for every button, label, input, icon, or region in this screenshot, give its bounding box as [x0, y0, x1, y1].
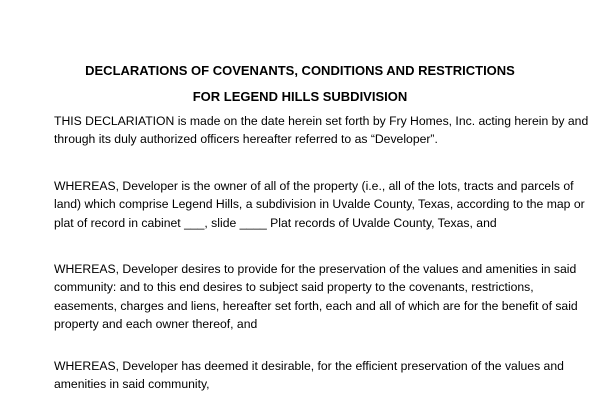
whereas-preservation-paragraph [54, 260, 594, 334]
paragraph-line: amenities in said community, [54, 377, 210, 392]
paragraph-line: WHEREAS, Developer is the owner of all of the property (i.e., all of the lots, tracts and parcels of [54, 179, 574, 193]
paragraph-line: WHEREAS, Developer desires to provide for the preservation of the values and amenities in said [54, 262, 577, 276]
paragraph-line: THIS DECLARIATION is made on the date herein set forth by Fry Homes, Inc. acting herein by and [54, 114, 589, 128]
whereas-efficiency-paragraph [54, 357, 594, 394]
paragraph-line: easements, charges and liens, hereafter set forth, each and all of which are for the benefit of said [54, 298, 578, 313]
document-subtitle: FOR LEGEND HILLS SUBDIVISION [192, 89, 408, 104]
document-title: DECLARATIONS OF COVENANTS, CONDITIONS AND RESTRICTIONS [85, 63, 515, 78]
paragraph-line: land) which comprise Legend Hills, a subdivision in Uvalde County, Texas, according to the map or [54, 197, 585, 212]
paragraph-line: WHEREAS, Developer has deemed it desirable, for the efficient preservation of the values and [54, 359, 564, 373]
paragraph-line: plat of record in cabinet ___, slide ____ Plat records of Uvalde County, Texas, and [54, 215, 497, 230]
paragraph-line: through its duly authorized officers hereafter referred to as “Developer”. [54, 132, 438, 147]
declaration-paragraph [54, 112, 594, 149]
whereas-ownership-paragraph [54, 177, 594, 232]
paragraph-line: community: and to this end desires to subject said property to the covenants, restrictions, [54, 280, 534, 295]
paragraph-line: property and each owner thereof, and [54, 317, 258, 332]
